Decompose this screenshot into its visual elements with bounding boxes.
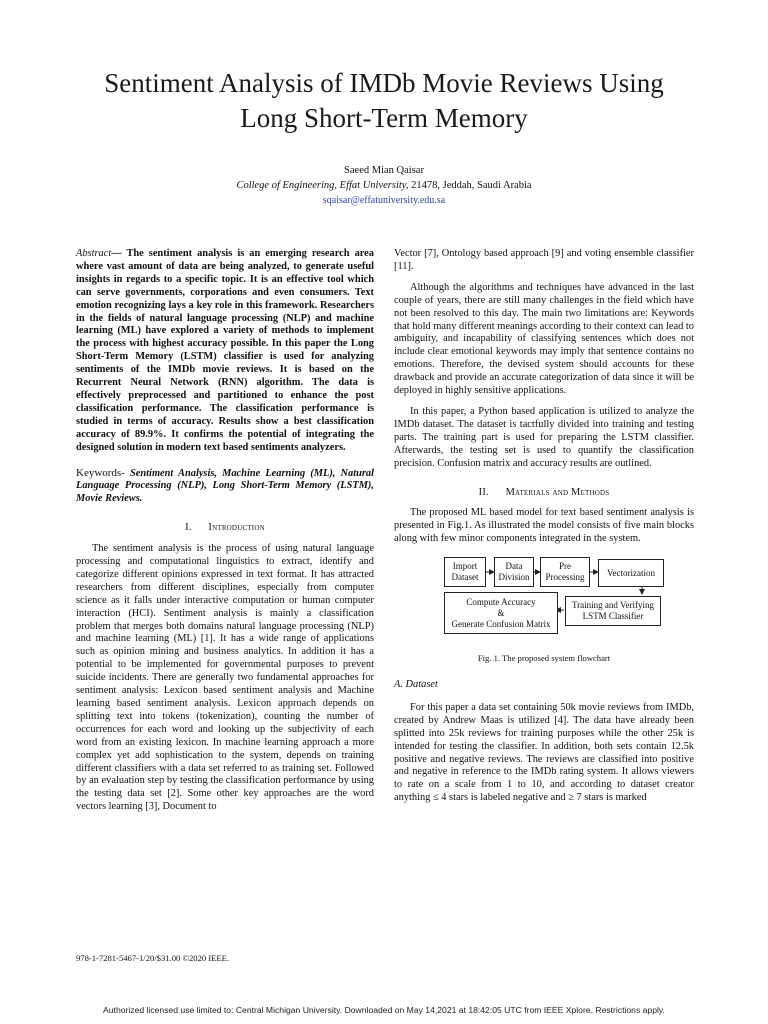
section-heading-introduction: [76, 522, 374, 535]
paragraph-this-paper: In this paper, a Python based application is utilized to analyze the IMDb dataset. The dataset is tactfully divided into training and testing parts. The training part is used for preparing the LSTM classifier. Afterwards, the testing set is used to quantify the classification precision. Confusion matrix and accuracy results are outlined.: [394, 405, 694, 469]
data-division-box: [494, 557, 534, 587]
affiliation-institution: College of Engineering, Effat University,: [236, 180, 409, 191]
abstract: [76, 248, 374, 455]
title-line-1: Sentiment Analysis of IMDb Movie Reviews Using: [104, 68, 664, 98]
section-number: I.: [185, 522, 192, 534]
abstract-label: Abstract: [76, 248, 112, 259]
box-label: Import: [452, 561, 478, 572]
import-dataset-box: [444, 557, 486, 587]
isbn-footer: 978-1-7281-5467-1/20/$31.00 ©2020 IEEE.: [76, 953, 230, 963]
author-email[interactable]: sqaisar@effatuniversity.edu.sa: [322, 195, 446, 206]
box-label: Processing: [545, 572, 585, 583]
paragraph-limitations: Although the algorithms and techniques have advanced in the last couple of years, there are still many challenges in the field which have not been resolved to this day. The main two limitations are: Keywords that hold many different meanings according to their context can lead to ambiguity, and incapability of classifying sentences which does not include clear emotional keywords may imply that sentence contains no emotions. Therefore, the devised system should accounts for these drawback and provide an accurate categorization of data since it will be deployed in highly sensitive applications.: [394, 281, 694, 397]
box-label: Dataset: [451, 572, 479, 583]
compute-accuracy-box: [444, 592, 558, 634]
box-label: Vectorization: [607, 567, 655, 578]
keywords-label: Keywords-: [76, 466, 125, 479]
paragraph-dataset: For this paper a data set containing 50k movie reviews from IMDb, created by Andrew Maas is utilized [4]. The data have already been splitted into 25k reviews for training purposes while the other 25k is intended for testing the classifier. In addition, both sets contain 12.5k positive and negative reviews. The reviews are classified into positive and negative in reference to the IMDb rating system. It allows viewers to rate on a scale from 1 to 10, and according to dataset creator anything ≤ 4 stars is labeled negative and ≥ 7 stars is marked: [394, 701, 694, 804]
box-label: LSTM Classifier: [582, 611, 644, 622]
system-flowchart: [394, 554, 694, 646]
subsection-heading-dataset: A. Dataset: [394, 679, 438, 691]
keywords: [76, 467, 374, 507]
training-lstm-box: [565, 596, 661, 626]
title-line-2: Long Short-Term Memory: [240, 103, 528, 133]
paragraph-model: The proposed ML based model for text based sentiment analysis is presented in Fig.1. As illustrated the model consists of five main blocks along with few minor components integrated in the system.: [394, 507, 694, 545]
box-label: Division: [498, 572, 530, 583]
box-label: Data: [505, 561, 523, 572]
box-label: &: [497, 607, 505, 618]
keywords-text: Sentiment Analysis, Machine Learning (ML), Natural Language Processing (NLP), Long Short-Term Memory (LSTM), Movie Reviews.: [76, 467, 374, 505]
box-label: Training and Verifying: [572, 600, 654, 611]
paragraph-continuation: Vector [7], Ontology based approach [9] and voting ensemble classifier [11].: [394, 248, 694, 272]
paper-title: [60, 66, 708, 136]
vectorization-box: [598, 559, 664, 587]
abstract-dash: —: [111, 248, 122, 259]
figure-caption: Fig. 1. The proposed system flowchart: [477, 653, 611, 664]
box-label: Generate Confusion Matrix: [451, 618, 551, 629]
left-column: [76, 248, 374, 822]
pre-processing-box: [540, 557, 590, 587]
intro-paragraph: The sentiment analysis is the process of using natural language processing and computational linguistics to extract, identify and categorize different opinions expressed in text format. It has attracted researchers from different disciplines, especially from computer science as it falls under interactive computation or human computer interaction (HCI). Sentiment analysis is mainly a classification problem that merges both domains natural language processing (NLP) and machine learning (ML) [1]. It has a wide range of applications such as opinion mining and business analytics. In addition it has a potential to be implemented for governmental purposes to prevent suicide incidents. There are generally two fundamental approaches for sentiment analysis: Lexicon based sentiment analysis and Machine learning based sentiment analysis. Lexicon approach depends on splitting text into tokens (tokenization), counting the number of occurrences for each word and looking up the subjectivity of each word from an existing lexicon. In machine learning approach a more complex yet add sophistication to the system, depends on training different classifiers with a data set referred to as training set. Followed by an evaluation step by testing the classification performance by using the testing data set [2]. Some other key approaches are the word vectors learning [3], Document to: [76, 543, 374, 813]
section-number: II.: [478, 486, 489, 498]
section-heading-methods: [394, 487, 694, 500]
affiliation-location: 21478, Jeddah, Saudi Arabia: [408, 180, 532, 191]
right-column: [394, 248, 694, 813]
section-title: Introduction: [208, 522, 265, 534]
author-affiliation: [0, 180, 768, 191]
author-name: Saeed Mian Qaisar: [344, 165, 424, 176]
box-label: Pre: [559, 561, 571, 572]
license-footer: Authorized licensed use limited to: Central Michigan University. Downloaded on May 14,2021 at 18:42:05 UTC from IEEE Xplore. Restrictions apply.: [103, 1005, 665, 1015]
abstract-text: The sentiment analysis is an emerging research area where vast amount of data are being analyzed, to generate useful insights in regards to a specific topic. It is an effective tool which can serve governments, corporations and even consumers. Text emotion recognizing lays a key role in this framework. Researchers in the fields of natural language processing (NLP) and machine learning (ML) have explored a variety of methods to implement the process with highest accuracy possible. In this paper the Long Short-Term Memory (LSTM) classifier is used for analyzing sentiments of the IMDb movie reviews. It is based on the Recurrent Neural Network (RNN) algorithm. The data is effectively preprocessed and partitioned to enhance the post classification performance. The classification performance is studied in terms of accuracy. Results show a best classification accuracy of 89.9%. It confirms the potential of integrating the designed solution in modern text based sentiments analyzers.: [76, 248, 374, 453]
box-label: Compute Accuracy: [466, 596, 536, 607]
section-title: Materials and Methods: [505, 486, 610, 498]
